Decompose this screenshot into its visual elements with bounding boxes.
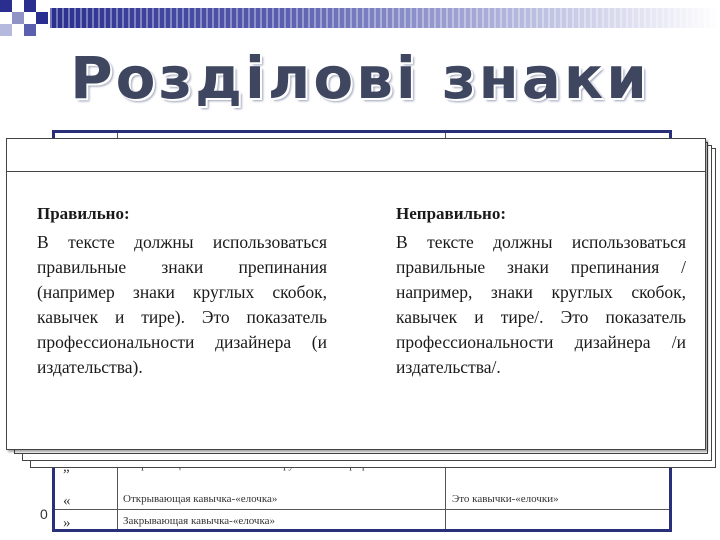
comparison-panel <box>6 138 706 450</box>
table-note: Это кавычки-«елочки» <box>452 493 559 505</box>
incorrect-heading: Неправильно: <box>396 204 506 223</box>
table-symbol: « <box>63 493 71 509</box>
table-rule <box>55 509 669 510</box>
correct-column <box>37 201 327 380</box>
table-description: Закрывающая кавычка-«елочка» <box>123 515 276 527</box>
table-description: Открывающая кавычка-«елочка» <box>123 493 278 505</box>
header-gradient-band <box>50 8 720 28</box>
panel-divider <box>7 171 705 172</box>
slide-title: Розділові знаки <box>70 44 650 112</box>
incorrect-text: В тексте должны использоваться правильные знаки препинания /например, знаки круглых скобок, кавычек и тире/. Это показатель профессиональности дизайнера /и издательства/. <box>396 232 686 377</box>
correct-text: В тексте должны использоваться правильные знаки препинания (например знаки круглых скобок, кавычек и тире). Это показатель профессиональности дизайнера (и издательства). <box>37 232 327 377</box>
table-symbol: » <box>63 515 71 531</box>
correct-heading: Правильно: <box>37 204 130 223</box>
incorrect-column <box>396 201 686 380</box>
page-number: 0 <box>40 506 48 522</box>
